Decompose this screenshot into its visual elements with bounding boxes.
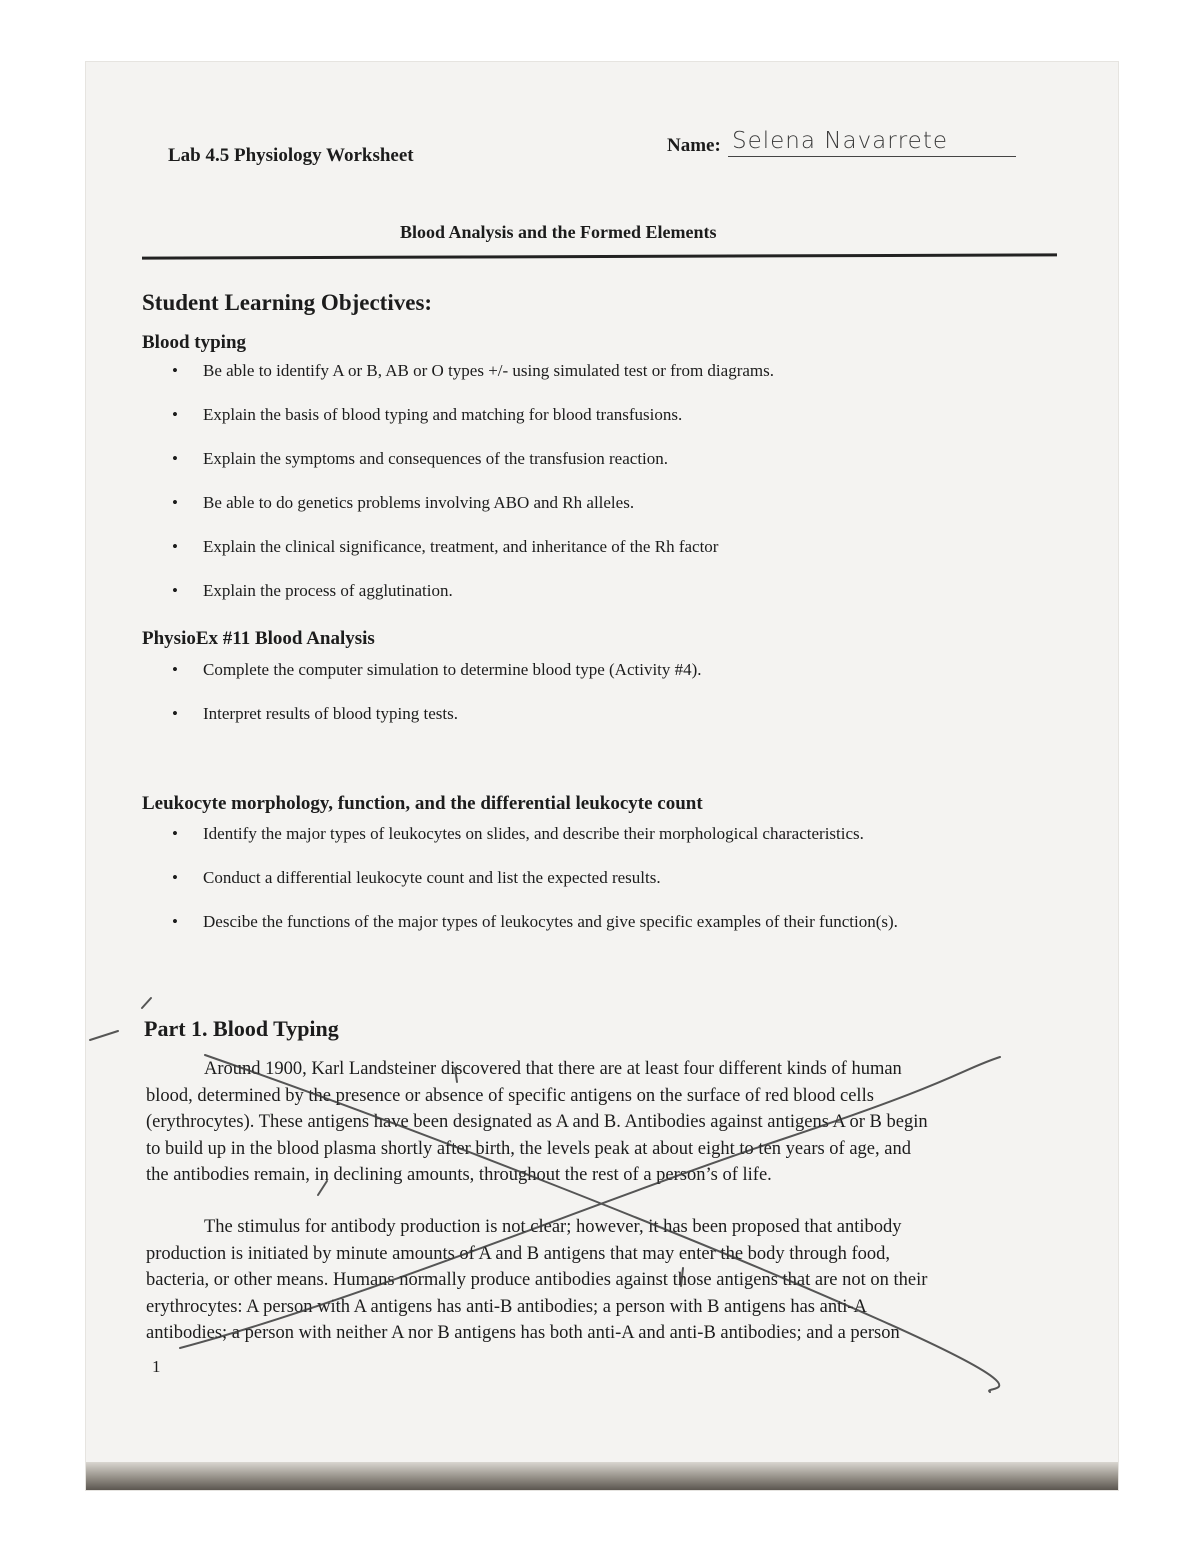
document-title: Blood Analysis and the Formed Elements — [400, 222, 717, 242]
worksheet-title: Lab 4.5 Physiology Worksheet — [168, 145, 414, 166]
bullet-icon: • — [172, 824, 178, 843]
bullet-icon: • — [172, 537, 178, 556]
paragraph-line: to build up in the blood plasma shortly after birth, the levels peak at about eight to ten years of age, and — [146, 1138, 911, 1159]
bullet-icon: • — [172, 868, 178, 887]
list-item: • Identify the major types of leukocytes on slides, and describe their morphological characteristics. — [172, 824, 864, 843]
list-item: • Conduct a differential leukocyte count and list the expected results. — [172, 868, 661, 887]
paragraph-line: (erythrocytes). These antigens have been designated as A and B. Antibodies against antigens A or B begin — [146, 1112, 928, 1132]
section-heading-physioex: PhysioEx #11 Blood Analysis — [142, 628, 375, 649]
list-item: • Explain the process of agglutination. — [172, 581, 453, 600]
paragraph-line: production is initiated by minute amounts of A and B antigens that may enter the body through food, — [146, 1243, 890, 1264]
list-item: • Be able to identify A or B, AB or O types +/- using simulated test or from diagrams. — [172, 361, 774, 380]
paragraph-line: the antibodies remain, in declining amounts, throughout the rest of a person’s of life. — [146, 1165, 772, 1185]
list-item: • Interpret results of blood typing tests. — [172, 704, 458, 723]
pencil-margin-dash — [90, 1031, 118, 1040]
section-heading-leukocyte: Leukocyte morphology, function, and the differential leukocyte count — [142, 793, 703, 814]
bullet-icon: • — [172, 405, 178, 424]
bullet-icon: • — [172, 493, 178, 512]
pencil-cross-stroke — [180, 1057, 1000, 1348]
pencil-tick-mark — [455, 1068, 457, 1082]
list-item: • Complete the computer simulation to determine blood type (Activity #4). — [172, 660, 702, 679]
bullet-icon: • — [172, 912, 178, 931]
list-item: • Explain the basis of blood typing and matching for blood transfusions. — [172, 405, 683, 424]
section-heading-blood-typing: Blood typing — [142, 332, 247, 353]
paragraph-line: Around 1900, Karl Landsteiner discovered that there are at least four different kinds of human — [204, 1059, 902, 1079]
paragraph-line: erythrocytes: A person with A antigens has anti-B antibodies; a person with B antigens has anti-A — [146, 1296, 867, 1317]
part1-heading: Part 1. Blood Typing — [144, 1016, 339, 1041]
bullet-icon: • — [172, 361, 178, 380]
pencil-tick-mark — [318, 1181, 327, 1195]
list-item: • Explain the clinical significance, treatment, and inheritance of the Rh factor — [172, 537, 719, 556]
bullet-icon: • — [172, 449, 178, 468]
pencil-tick-mark — [142, 998, 151, 1008]
list-item: • Be able to do genetics problems involving ABO and Rh alleles. — [172, 493, 635, 512]
bullet-icon: • — [172, 581, 178, 600]
objectives-heading: Student Learning Objectives: — [142, 290, 433, 315]
bullet-icon: • — [172, 704, 178, 723]
paragraph-line: The stimulus for antibody production is not clear; however, it has been proposed that antibody — [204, 1217, 902, 1237]
paragraph-line: blood, determined by the presence or absence of specific antigens on the surface of red blood cells — [146, 1085, 874, 1106]
paragraph-line: bacteria, or other means. Humans normally produce antibodies against those antigens that are not on their — [146, 1270, 928, 1290]
pencil-tick-mark — [681, 1268, 683, 1286]
page-number: 1 — [152, 1357, 161, 1376]
list-item: • Descibe the functions of the major types of leukocytes and give specific examples of their function(s). — [172, 912, 898, 931]
paragraph-line: antibodies; a person with neither A nor B antigens has both anti-A and anti-B antibodies; and a person — [146, 1323, 900, 1343]
name-label: Name: — [667, 135, 721, 156]
student-name-handwritten: Selena Navarrete — [732, 128, 949, 154]
bullet-icon: • — [172, 660, 178, 679]
list-item: • Explain the symptoms and consequences of the transfusion reaction. — [172, 449, 669, 468]
